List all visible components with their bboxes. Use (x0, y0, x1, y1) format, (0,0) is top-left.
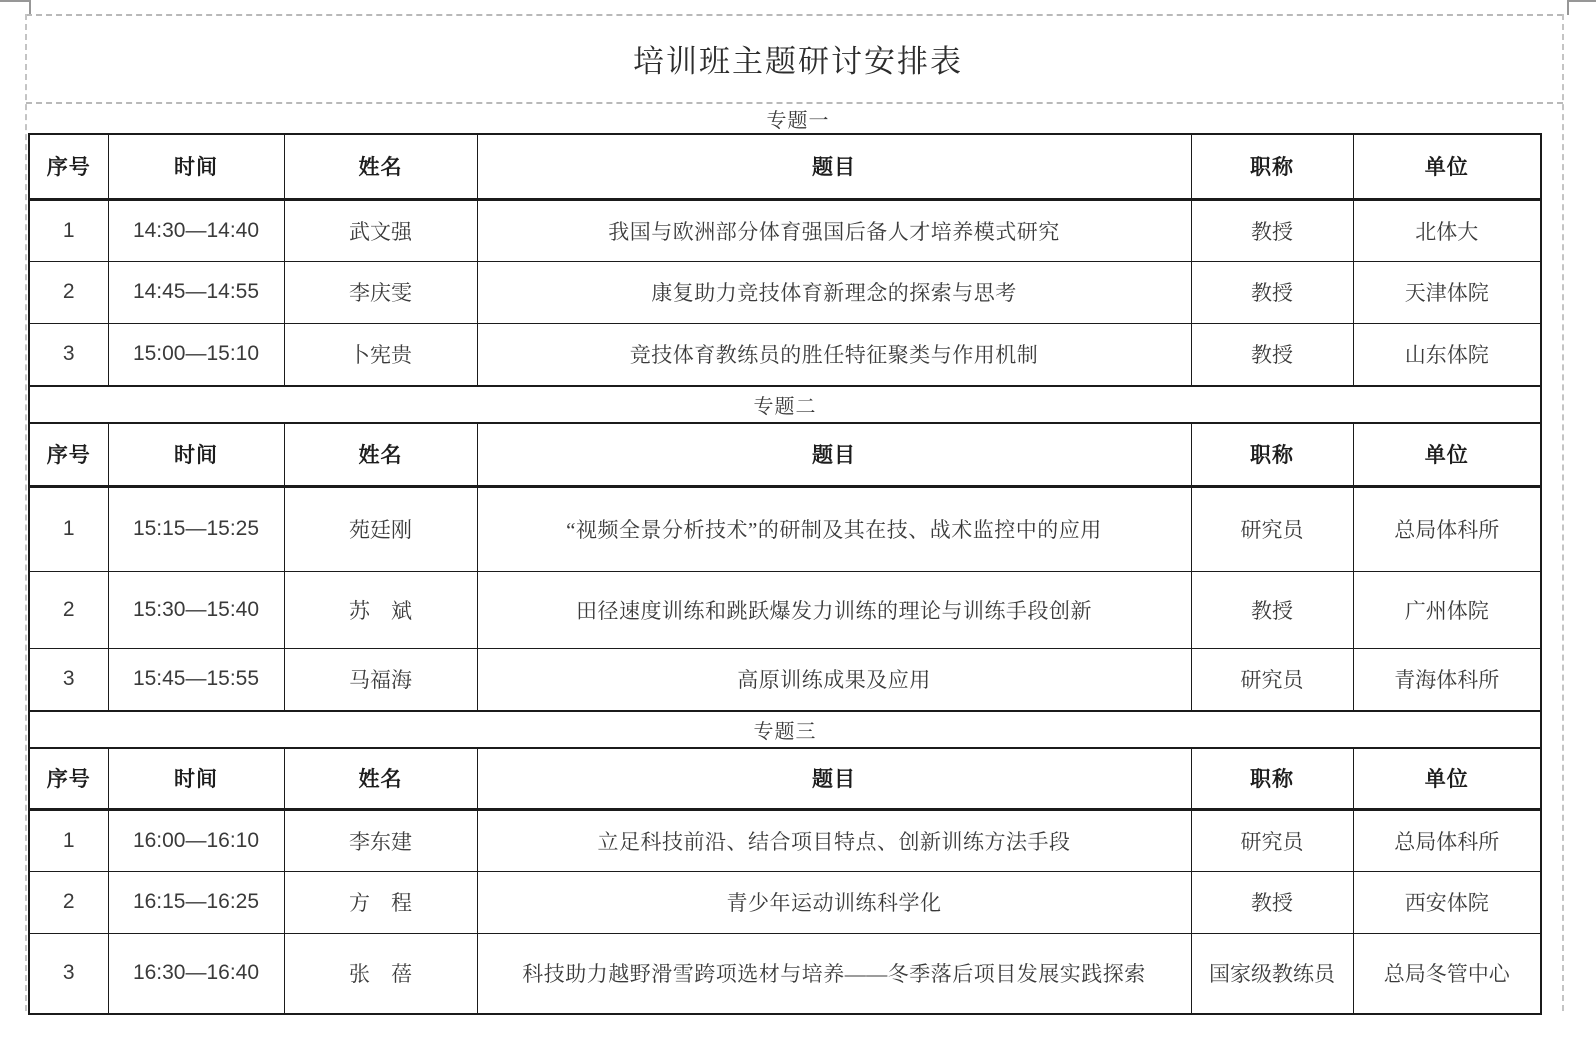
cell-name: 张 蓓 (284, 933, 477, 1014)
col-header-topic: 题目 (477, 748, 1191, 809)
table-row (29, 871, 1541, 933)
cell-unit: 西安体院 (1353, 871, 1541, 933)
section-banner-3 (29, 711, 1541, 748)
header-row-section-3 (29, 748, 1541, 809)
cell-title: 教授 (1191, 199, 1353, 261)
cell-unit: 青海体科所 (1353, 648, 1541, 711)
schedule-table (28, 133, 1542, 1015)
col-header-unit: 单位 (1353, 134, 1541, 199)
section-label-3: 专题三 (29, 711, 1541, 748)
cell-title: 国家级教练员 (1191, 933, 1353, 1014)
cell-time: 16:15—16:25 (108, 871, 284, 933)
table-row (29, 933, 1541, 1014)
cell-no: 1 (29, 486, 108, 571)
cell-time: 16:30—16:40 (108, 933, 284, 1014)
table-row (29, 199, 1541, 261)
page-title: 培训班主题研讨安排表 (633, 43, 963, 79)
cell-time: 14:30—14:40 (108, 199, 284, 261)
cell-unit: 总局体科所 (1353, 809, 1541, 871)
col-header-title: 职称 (1191, 423, 1353, 486)
cell-topic: 立足科技前沿、结合项目特点、创新训练方法手段 (477, 809, 1191, 871)
cell-topic: 青少年运动训练科学化 (477, 871, 1191, 933)
cell-time: 15:30—15:40 (108, 571, 284, 648)
cell-name: 武文强 (284, 199, 477, 261)
col-header-no: 序号 (29, 423, 108, 486)
header-row-section-2 (29, 423, 1541, 486)
cell-unit: 总局冬管中心 (1353, 933, 1541, 1014)
col-header-name: 姓名 (284, 423, 477, 486)
text-boundary-left (25, 14, 27, 1011)
cell-no: 1 (29, 199, 108, 261)
cell-topic: 高原训练成果及应用 (477, 648, 1191, 711)
cell-title: 研究员 (1191, 809, 1353, 871)
cell-time: 15:45—15:55 (108, 648, 284, 711)
section-label-2: 专题二 (29, 386, 1541, 423)
col-header-title: 职称 (1191, 134, 1353, 199)
cell-name: 李东建 (284, 809, 477, 871)
cell-no: 3 (29, 323, 108, 386)
cell-name: 苑廷刚 (284, 486, 477, 571)
cell-title: 教授 (1191, 261, 1353, 323)
top-left-frame-corner (0, 0, 31, 15)
cell-unit: 广州体院 (1353, 571, 1541, 648)
col-header-topic: 题目 (477, 423, 1191, 486)
cell-name: 李庆雯 (284, 261, 477, 323)
cell-topic: “视频全景分析技术”的研制及其在技、战术监控中的应用 (477, 486, 1191, 571)
table-row (29, 809, 1541, 871)
cell-title: 研究员 (1191, 486, 1353, 571)
cell-title: 研究员 (1191, 648, 1353, 711)
cell-unit: 总局体科所 (1353, 486, 1541, 571)
table-row (29, 323, 1541, 386)
cell-no: 2 (29, 261, 108, 323)
cell-topic: 竞技体育教练员的胜任特征聚类与作用机制 (477, 323, 1191, 386)
cell-unit: 天津体院 (1353, 261, 1541, 323)
table-row (29, 486, 1541, 571)
cell-no: 2 (29, 871, 108, 933)
col-header-time: 时间 (108, 748, 284, 809)
col-header-time: 时间 (108, 423, 284, 486)
top-right-frame-corner (1567, 0, 1596, 15)
col-header-title: 职称 (1191, 748, 1353, 809)
cell-title: 教授 (1191, 323, 1353, 386)
header-row-section-1 (29, 134, 1541, 199)
table-row (29, 648, 1541, 711)
col-header-name: 姓名 (284, 134, 477, 199)
cell-topic: 田径速度训练和跳跃爆发力训练的理论与训练手段创新 (477, 571, 1191, 648)
cell-name: 卜宪贵 (284, 323, 477, 386)
cell-name: 方 程 (284, 871, 477, 933)
cell-no: 1 (29, 809, 108, 871)
cell-no: 3 (29, 933, 108, 1014)
cell-topic: 康复助力竞技体育新理念的探索与思考 (477, 261, 1191, 323)
cell-no: 2 (29, 571, 108, 648)
section-banner-2 (29, 386, 1541, 423)
col-header-topic: 题目 (477, 134, 1191, 199)
table-row (29, 261, 1541, 323)
col-header-time: 时间 (108, 134, 284, 199)
col-header-no: 序号 (29, 134, 108, 199)
cell-topic: 我国与欧洲部分体育强国后备人才培养模式研究 (477, 199, 1191, 261)
cell-time: 15:15—15:25 (108, 486, 284, 571)
cell-time: 14:45—14:55 (108, 261, 284, 323)
cell-time: 16:00—16:10 (108, 809, 284, 871)
cell-no: 3 (29, 648, 108, 711)
col-header-unit: 单位 (1353, 748, 1541, 809)
cell-title: 教授 (1191, 871, 1353, 933)
section-label-1: 专题一 (766, 109, 830, 132)
cell-name: 苏 斌 (284, 571, 477, 648)
col-header-unit: 单位 (1353, 423, 1541, 486)
cell-time: 15:00—15:10 (108, 323, 284, 386)
table-row (29, 571, 1541, 648)
cell-topic: 科技助力越野滑雪跨项选材与培养——冬季落后项目发展实践探索 (477, 933, 1191, 1014)
col-header-no: 序号 (29, 748, 108, 809)
text-boundary-right (1562, 14, 1564, 1011)
col-header-name: 姓名 (284, 748, 477, 809)
cell-title: 教授 (1191, 571, 1353, 648)
cell-name: 马福海 (284, 648, 477, 711)
cell-unit: 北体大 (1353, 199, 1541, 261)
cell-unit: 山东体院 (1353, 323, 1541, 386)
